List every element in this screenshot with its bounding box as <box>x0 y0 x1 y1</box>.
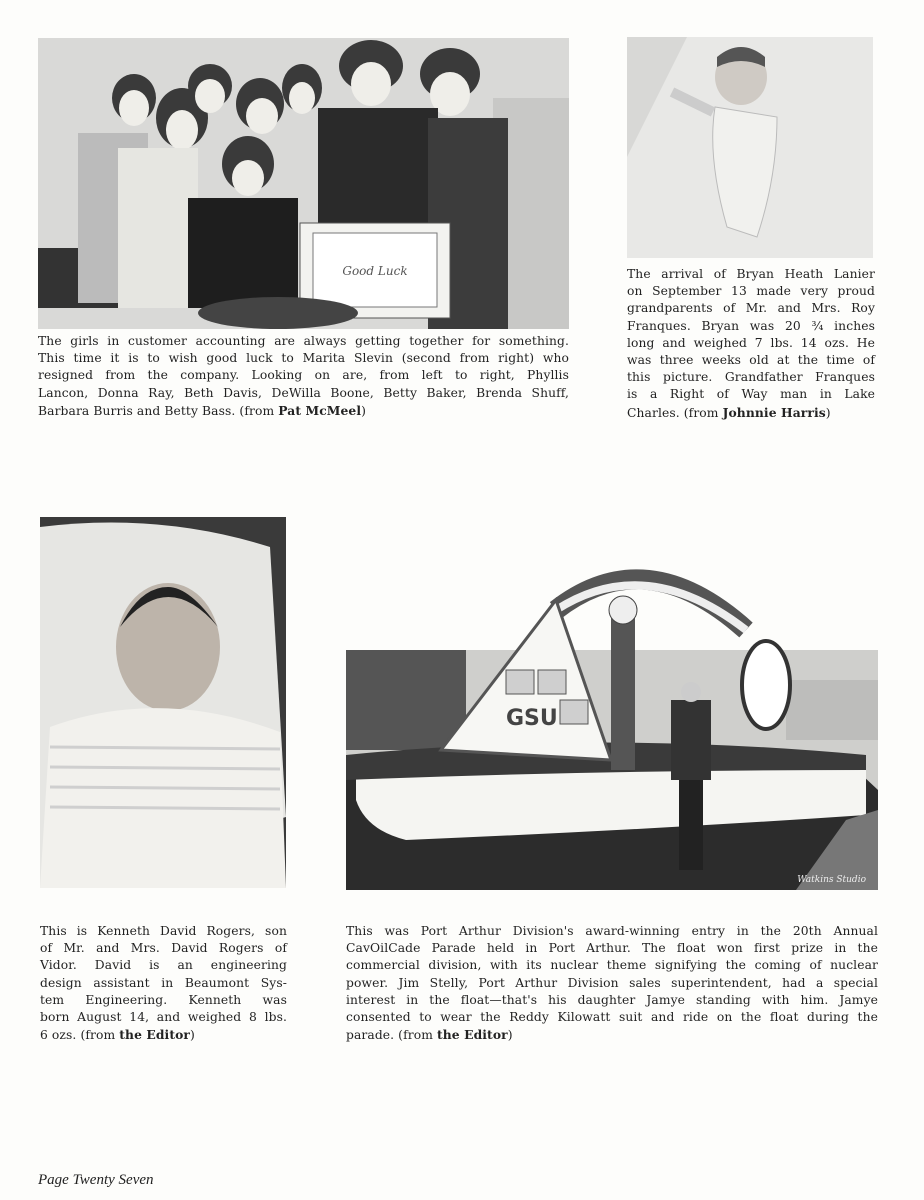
caption-line: resigned from the company. Looking on are, from left to right, Phyllis <box>38 368 569 383</box>
cake-lettering: Good Luck <box>342 264 408 278</box>
caption-line: on September 13 made very proud <box>627 284 875 299</box>
caption-girls <box>38 333 569 420</box>
caption-float <box>346 923 878 1044</box>
caption-line: is a Right of Way man in Lake <box>627 387 875 402</box>
caption-line: tem Engineering. Kenneth was <box>40 992 287 1007</box>
caption-text: ) <box>361 403 367 418</box>
caption-text: ) <box>825 405 831 420</box>
caption-line: was three weeks old at the time of <box>627 353 875 368</box>
caption-line: Vidor. David is an engineering <box>40 958 287 973</box>
caption-line: long and weighed 7 lbs. 14 ozs. He <box>627 335 875 350</box>
caption-text: ) <box>189 1028 195 1043</box>
photo-kenneth-rogers <box>40 517 286 888</box>
caption-line: of Mr. and Mrs. David Rogers of <box>40 941 287 956</box>
float-sign-lettering: GSU <box>506 706 558 731</box>
caption-line: commercial division, with its nuclear theme signifying the coming of nuclear <box>346 958 878 973</box>
caption-text: Charles. (from <box>627 405 723 420</box>
photo-credit: Pat McMeel <box>278 402 362 418</box>
caption-line <box>346 1026 878 1044</box>
photo-credit: the Editor <box>119 1027 190 1043</box>
caption-text: Barbara Burris and Betty Bass. (from <box>38 403 279 418</box>
photo-credit: Johnnie Harris <box>722 404 826 420</box>
caption-line: This was Port Arthur Division's award-winning entry in the 20th Annual <box>346 924 878 938</box>
caption-bryan <box>627 266 875 422</box>
page-number: Page Twenty Seven <box>38 1172 154 1188</box>
caption-line: power. Jim Stelly, Port Arthur Division sales superintendent, had a special <box>346 975 878 990</box>
caption-line: born August 14, and weighed 8 lbs. <box>40 1010 287 1025</box>
caption-line: consented to wear the Reddy Kilowatt suit and ride on the float during the <box>346 1010 878 1025</box>
caption-line <box>40 1026 287 1044</box>
photo-bryan-lanier <box>627 37 873 258</box>
caption-line: Lancon, Donna Ray, Beth Davis, DeWilla Boone, Betty Baker, Brenda Shuff, <box>38 385 569 400</box>
caption-line: design assistant in Beaumont Sys- <box>40 975 287 990</box>
photo-parade-float <box>346 530 878 890</box>
caption-line: Franques. Bryan was 20 ¾ inches <box>627 318 875 333</box>
caption-line: This time it is to wish good luck to Marita Slevin (second from right) who <box>38 351 569 366</box>
caption-line: The arrival of Bryan Heath Lanier <box>627 267 875 281</box>
photo-credit: the Editor <box>436 1027 508 1043</box>
studio-mark: Watkins Studio <box>797 875 866 885</box>
photo-customer-accounting-girls <box>38 38 569 329</box>
caption-kenneth <box>40 923 287 1044</box>
caption-line: This is Kenneth David Rogers, son <box>40 924 287 938</box>
caption-line: CavOilCade Parade held in Port Arthur. The float won first prize in the <box>346 941 878 956</box>
caption-line: grandparents of Mr. and Mrs. Roy <box>627 301 875 316</box>
caption-line: interest in the float—that's his daughter Jamye standing with him. Jamye <box>346 992 878 1007</box>
caption-text: parade. (from <box>346 1028 437 1043</box>
caption-text: ) <box>507 1028 513 1043</box>
caption-text: 6 ozs. (from <box>40 1028 120 1043</box>
caption-line: this picture. Grandfather Franques <box>627 370 875 385</box>
caption-line <box>38 402 569 420</box>
caption-line: The girls in customer accounting are always getting together for something. <box>38 334 569 348</box>
caption-line <box>627 404 875 422</box>
